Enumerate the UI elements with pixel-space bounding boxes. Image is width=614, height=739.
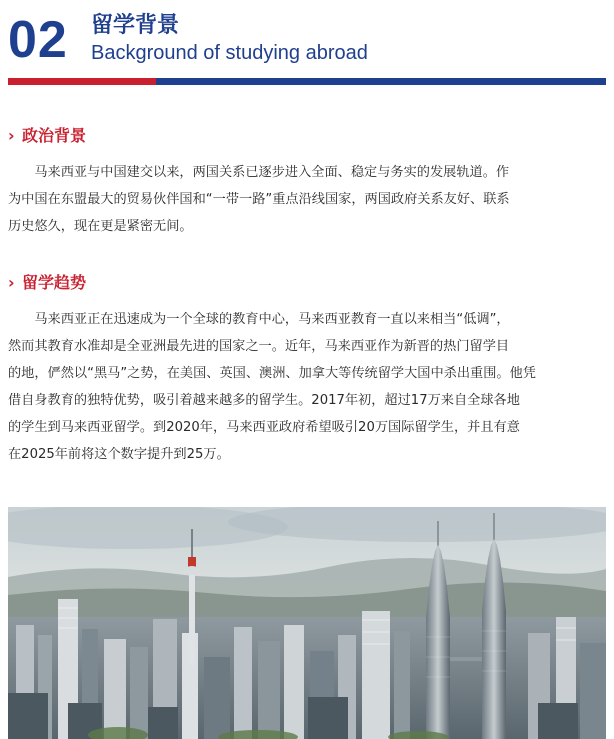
paragraph-line: 的地，俨然以“黑马”之势，在美国、英国、澳洲、加拿大等传统留学大国中杀出重围。他凭 [8, 366, 536, 381]
paragraph-line: 借自身教育的独特优势，吸引着越来越多的留学生。2017年初，超过17万来自全球各地 [8, 393, 520, 408]
divider-blue-segment [156, 78, 606, 85]
paragraph-line: 马来西亚正在迅速成为一个全球的教育中心，马来西亚教育一直以来相当“低调”， [34, 312, 510, 327]
paragraph-line: 在2025年前将这个数字提升到25万。 [8, 447, 230, 462]
divider-red-segment [8, 78, 156, 85]
subsection-title-text: 留学趋势 [22, 273, 87, 292]
subsection-title-politics [8, 125, 86, 147]
chevron-right-icon: › [8, 126, 15, 145]
paragraph-line: 的学生到马来西亚留学。到2020年，马来西亚政府希望吸引20万国际留学生，并且有意 [8, 420, 520, 435]
kuala-lumpur-skyline-photo [8, 507, 606, 739]
section-title-cn: 留学背景 [91, 13, 180, 38]
section-header [8, 10, 606, 70]
subsection-title-trend [8, 272, 86, 294]
paragraph-line: 马来西亚与中国建交以来，两国关系已逐步进入全面、稳定与务实的发展轨道。作 [34, 165, 510, 180]
section-number: 02 [8, 11, 68, 69]
subsection-title-text: 政治背景 [22, 126, 87, 145]
politics-paragraph [8, 159, 606, 240]
paragraph-line: 历史悠久，现在更是紧密无间。 [8, 219, 193, 234]
section-title-en: Background of studying abroad [91, 42, 368, 64]
paragraph-line: 然而其教育水准却是全亚洲最先进的国家之一。近年，马来西亚作为新晋的热门留学目 [8, 339, 510, 354]
header-divider [8, 78, 606, 85]
chevron-right-icon: › [8, 273, 15, 292]
paragraph-line: 为中国在东盟最大的贸易伙伴国和“一带一路”重点沿线国家，两国政府关系友好、联系 [8, 192, 510, 207]
trend-paragraph [8, 306, 606, 468]
